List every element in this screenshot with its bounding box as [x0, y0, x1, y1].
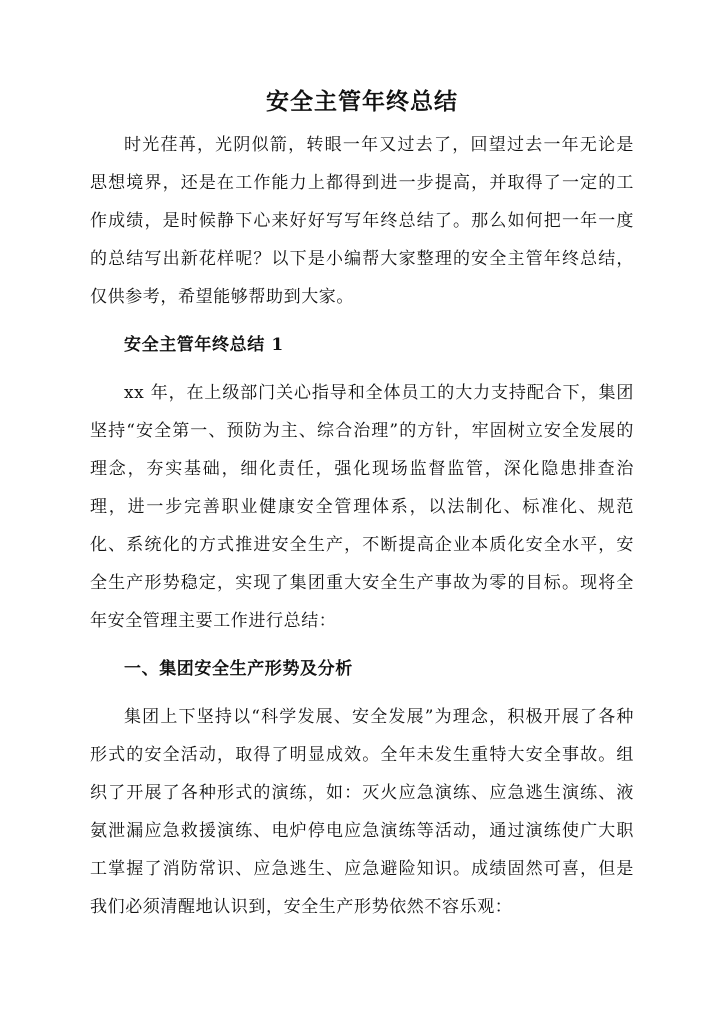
document-body	[90, 84, 634, 926]
subsection-paragraph: 集团上下坚持以“科学发展、安全发展”为理念，积极开展了各种形式的安全活动，取得了明显成效。全年未发生重特大安全事故。组织了开展了各种形式的演练，如：灭火应急演练、应急逃生演练、液氨泄漏应急救援演练、电炉停电应急演练等活动，通过演练使广大职工掌握了消防常识、应急逃生、应急避险知识。成绩固然可喜，但是我们必须清醒地认识到，安全生产形势依然不容乐观：	[90, 707, 634, 917]
intro-paragraph: 时光荏苒，光阴似箭，转眼一年又过去了，回望过去一年无论是思想境界，还是在工作能力上都得到进一步提高，并取得了一定的工作成绩，是时候静下心来好好写写年终总结了。那么如何把一年一度的总结写出新花样呢？以下是小编帮大家整理的安全主管年终总结，仅供参考，希望能够帮助到大家。	[90, 135, 634, 307]
section-paragraph: xx 年，在上级部门关心指导和全体员工的大力支持配合下，集团坚持“安全第一、预防为主、综合治理”的方针，牢固树立安全发展的理念，夯实基础，细化责任，强化现场监督监管，深化隐患排查治理，进一步完善职业健康安全管理体系，以法制化、标准化、规范化、系统化的方式推进安全生产，不断提高企业本质化安全水平，安全生产形势稳定，实现了集团重大安全生产事故为零的目标。现将全年安全管理主要工作进行总结：	[90, 383, 634, 631]
subsection-heading: 一、集团安全生产形势及分析	[124, 659, 353, 679]
section-heading: 安全主管年终总结 1	[124, 335, 284, 355]
document-title: 安全主管年终总结	[266, 88, 458, 115]
